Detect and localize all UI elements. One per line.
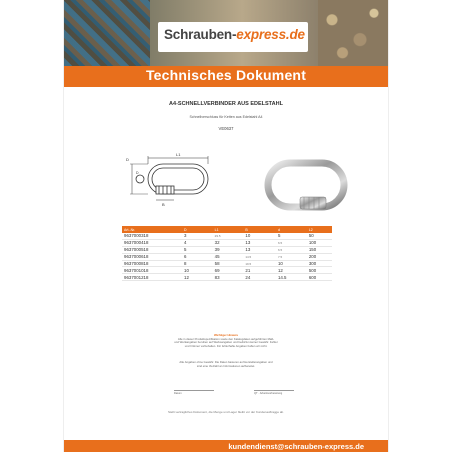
col-header: B: [243, 226, 276, 233]
disclaimer: Stellt vertragliches Dokument, die Menge und Lager bleibt vor der Kundenauftragge ab.: [167, 410, 285, 414]
table-cell: 45: [213, 253, 244, 260]
table-cell: 10: [182, 267, 213, 274]
table-cell: 500: [307, 267, 332, 274]
table-cell: 9637000818: [122, 260, 182, 267]
notice-line: Alle Angaben ohne Gewähr. Die Daten basieren auf Herstellerangaben und: [179, 360, 273, 364]
dimensions-table: [122, 226, 332, 281]
table-cell: 9637000318: [122, 233, 182, 239]
table-cell: 14.5: [243, 253, 276, 260]
document-page: [64, 0, 388, 452]
table-cell: 3: [182, 233, 213, 239]
table-cell: 32: [213, 239, 244, 246]
additional-notice: [64, 361, 388, 368]
table-row: [122, 253, 332, 260]
table-cell: 69: [213, 267, 244, 274]
col-header: L2: [307, 226, 332, 233]
logo-text-domain: express.de: [236, 27, 305, 42]
table-cell: 24: [243, 274, 276, 281]
table-cell: 600: [307, 274, 332, 281]
table-cell: 7.5: [276, 253, 307, 260]
notice-heading: Wichtiger Hinweis: [213, 333, 239, 337]
table-cell: 10: [276, 260, 307, 267]
table-cell: 13: [243, 246, 276, 253]
table-cell: 6: [182, 253, 213, 260]
technical-drawing: [126, 150, 218, 216]
logo[interactable]: [158, 22, 308, 52]
product-subtitle: Schnellverschluss für Ketten aus Edelstahl A4: [189, 115, 263, 119]
header-image: [64, 0, 388, 66]
table-cell: 29.5: [213, 233, 244, 239]
table-row: [122, 239, 332, 246]
dim-d-small: D: [136, 171, 139, 175]
title-banner: [64, 66, 388, 87]
notice-line: und Werkangaben beruhen auf Werksangaben und bedürfen keiner Gewähr. Fehler: [174, 340, 278, 345]
table-cell: 9637001218: [122, 274, 182, 281]
product-code: VE0637: [218, 126, 234, 131]
table-cell: 9637000518: [122, 246, 182, 253]
table-cell: 5: [182, 246, 213, 253]
table-cell: 5: [276, 233, 307, 239]
table-cell: 12: [182, 274, 213, 281]
col-header: Art.-Nr.: [122, 226, 182, 233]
table-cell: 100: [307, 239, 332, 246]
screws-photo: [318, 0, 388, 66]
table-row: [122, 267, 332, 274]
table-cell: 6.5: [276, 239, 307, 246]
table-header-row: [122, 226, 332, 233]
product-photo: [260, 157, 352, 219]
dim-d: D: [126, 157, 129, 162]
signature-label-left: Datum: [174, 392, 182, 395]
dim-b: B: [162, 202, 165, 207]
table-cell: 4: [182, 239, 213, 246]
table-cell: 9637001018: [122, 267, 182, 274]
table-cell: 300: [307, 260, 332, 267]
footer-bar: [64, 440, 388, 452]
table-cell: 14.5: [276, 274, 307, 281]
table-cell: 50: [307, 233, 332, 239]
col-header: L1: [213, 226, 244, 233]
table-cell: 8: [182, 260, 213, 267]
product-title: A4-SCHNELLVERBINDER AUS EDELSTAHL: [169, 101, 283, 107]
banner-title: Technisches Dokument: [145, 67, 307, 83]
notice-line: sind eine Vielzahl an Informationen aufbereitet.: [196, 363, 256, 368]
table-cell: 12: [276, 267, 307, 274]
support-email-link[interactable]: kundendienst@schrauben-express.de: [228, 441, 364, 451]
col-header: d: [276, 226, 307, 233]
signature-line-right: [254, 390, 294, 391]
table-row: [122, 260, 332, 267]
table-row: [122, 246, 332, 253]
table-cell: 9637000618: [122, 253, 182, 260]
table-cell: 9637000418: [122, 239, 182, 246]
signature-line-left: [174, 390, 214, 391]
logo-text-main: Schrauben-: [164, 27, 237, 42]
dim-l1: L1: [176, 152, 181, 157]
table-cell: 6.5: [276, 246, 307, 253]
table-cell: 39: [213, 246, 244, 253]
table-cell: 10: [243, 233, 276, 239]
important-notice: [64, 334, 388, 348]
table-cell: 200: [307, 253, 332, 260]
table-cell: 13: [243, 239, 276, 246]
table-cell: 150: [307, 246, 332, 253]
table-cell: 21: [243, 267, 276, 274]
table-row: [122, 274, 332, 281]
table-cell: 83: [213, 274, 244, 281]
tools-photo: [64, 0, 150, 66]
notice-line: und Irrtümer vorbehalten. Für fehlerhafte Angaben haften wir nicht.: [184, 343, 268, 348]
col-header: D: [182, 226, 213, 233]
notice-line: Alle in dieser Produktspezifikation sowie den Katalogdaten aufgeführten Maß-: [177, 336, 275, 341]
signature-label-right: QT · Arbeitsvorbereitung: [254, 392, 283, 395]
table-cell: 19.5: [243, 260, 276, 267]
table-cell: 58: [213, 260, 244, 267]
